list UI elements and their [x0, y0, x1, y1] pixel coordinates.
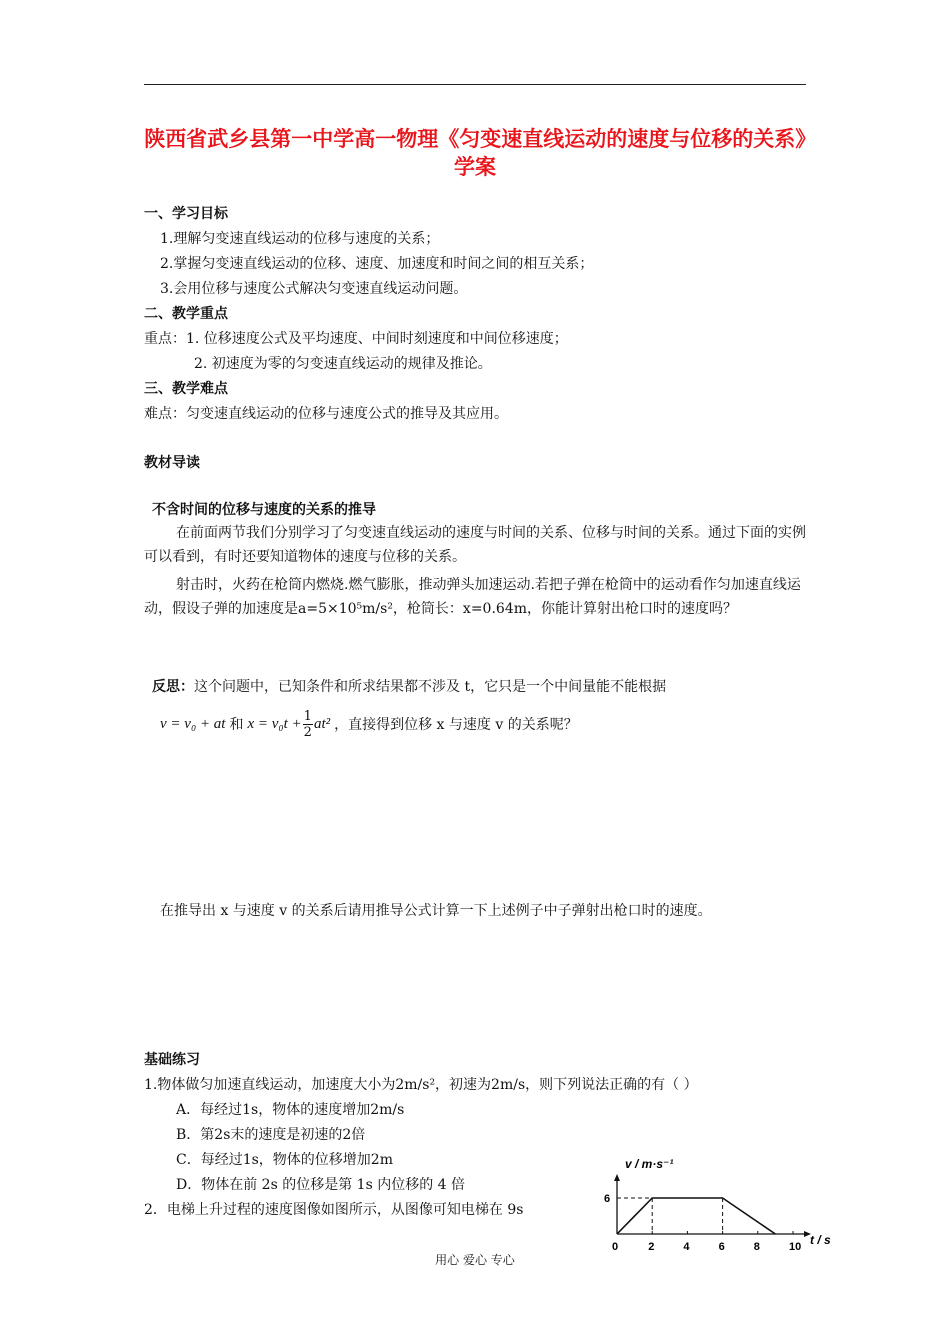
key-points-heading: 二、教学重点 — [144, 306, 228, 322]
graph-axes — [614, 1174, 811, 1237]
y-axis-arrow — [614, 1174, 620, 1181]
half-fraction — [303, 709, 313, 740]
goal-item: 3.会用位移与速度公式解决匀变速直线运动问题。 — [160, 281, 468, 297]
goal-item: 1.理解匀变速直线运动的位移与速度的关系； — [160, 231, 440, 247]
question-2: 2．电梯上升过程的速度图像如图所示，从图像可知电梯在 9s — [144, 1202, 524, 1218]
difficulties-text: 难点：匀变速直线运动的位移与速度公式的推导及其应用。 — [144, 406, 508, 422]
reflection-end: ，直接得到位移 x 与速度 v 的关系呢？ — [334, 717, 578, 733]
option-c: C．每经过1s，物体的位移增加2m — [176, 1152, 393, 1168]
reflection-label: 反思： — [152, 679, 194, 695]
x-tick-label: 10 — [789, 1241, 802, 1253]
key-point-item: 重点：1. 位移速度公式及平均速度、中间时刻速度和中间位移速度； — [144, 331, 568, 347]
exercises-heading: 基础练习 — [144, 1052, 200, 1068]
page-footer: 用心 爱心 专心 — [435, 1253, 515, 1267]
key-point-item: 2. 初速度为零的匀变速直线运动的规律及推论。 — [194, 356, 492, 372]
x-axis-label: t / s — [810, 1233, 831, 1247]
reading-paragraph-2: 射击时，火药在枪筒内燃烧.燃气膨胀，推动弹头加速运动.若把子弹在枪筒中的运动看作匀加速直线运动，假设子弹的加速度是a=5×10⁵m/s²，枪筒长：x=0.64m，你能计算射出枪口时的速度吗？ — [144, 577, 801, 617]
velocity-formula: v = v₀ + at — [160, 715, 226, 732]
x-tick-label: 2 — [648, 1241, 655, 1253]
derivation-task: 在推导出 x 与速度 v 的关系后请用推导公式计算一下上述例子中子弹射出枪口时的速度。 — [160, 903, 712, 919]
option-b: B．第2s末的速度是初速的2倍 — [176, 1127, 366, 1143]
x-tick-label: 0 — [612, 1241, 619, 1253]
x-tick-label: 4 — [683, 1241, 690, 1253]
displacement-formula-right: at² — [313, 715, 331, 732]
fraction-numerator: 1 — [303, 708, 312, 724]
page-title: 陕西省武乡县第一中学高一物理《匀变速直线运动的速度与位移的关系》学案 — [144, 127, 806, 179]
difficulties-heading: 三、教学难点 — [144, 381, 228, 397]
x-tick-label: 6 — [718, 1241, 725, 1253]
y-axis-label: v / m·s⁻¹ — [625, 1157, 674, 1171]
formula-line — [160, 704, 578, 744]
and-word: 和 — [229, 717, 244, 733]
reading-paragraph-1: 在前面两节我们分别学习了匀变速直线运动的速度与时间的关系、位移与时间的关系。通过下面的实例可以看到，有时还要知道物体的速度与位移的关系。 — [144, 525, 806, 565]
reflection-line — [152, 676, 666, 696]
reflection-text: 这个问题中，已知条件和所求结果都不涉及 t，它只是一个中间量能不能根据 — [194, 679, 667, 695]
velocity-time-graph — [595, 1148, 840, 1260]
displacement-formula-left: x = v₀t + — [247, 715, 302, 732]
fraction-denominator: 2 — [303, 724, 312, 740]
goal-item: 2.掌握匀变速直线运动的位移、速度、加速度和时间之间的相互关系； — [160, 256, 594, 272]
reading-heading: 教材导读 — [144, 455, 200, 471]
x-tick-label: 8 — [753, 1241, 760, 1253]
header-rule — [144, 84, 806, 85]
reading-subheading: 不含时间的位移与速度的关系的推导 — [152, 502, 376, 518]
velocity-line — [617, 1198, 775, 1234]
graph-series — [617, 1198, 775, 1234]
option-a: A．每经过1s，物体的速度增加2m/s — [176, 1102, 405, 1118]
question-1: 1.物体做匀加速直线运动，加速度大小为2m/s²，初速为2m/s，则下列说法正确的有（ ） — [144, 1077, 698, 1093]
y-tick-label: 6 — [604, 1193, 611, 1205]
option-d: D．物体在前 2s 的位移是第 1s 内位移的 4 倍 — [176, 1177, 466, 1193]
graph-ticks — [604, 1193, 801, 1253]
goals-heading: 一、学习目标 — [144, 206, 228, 222]
